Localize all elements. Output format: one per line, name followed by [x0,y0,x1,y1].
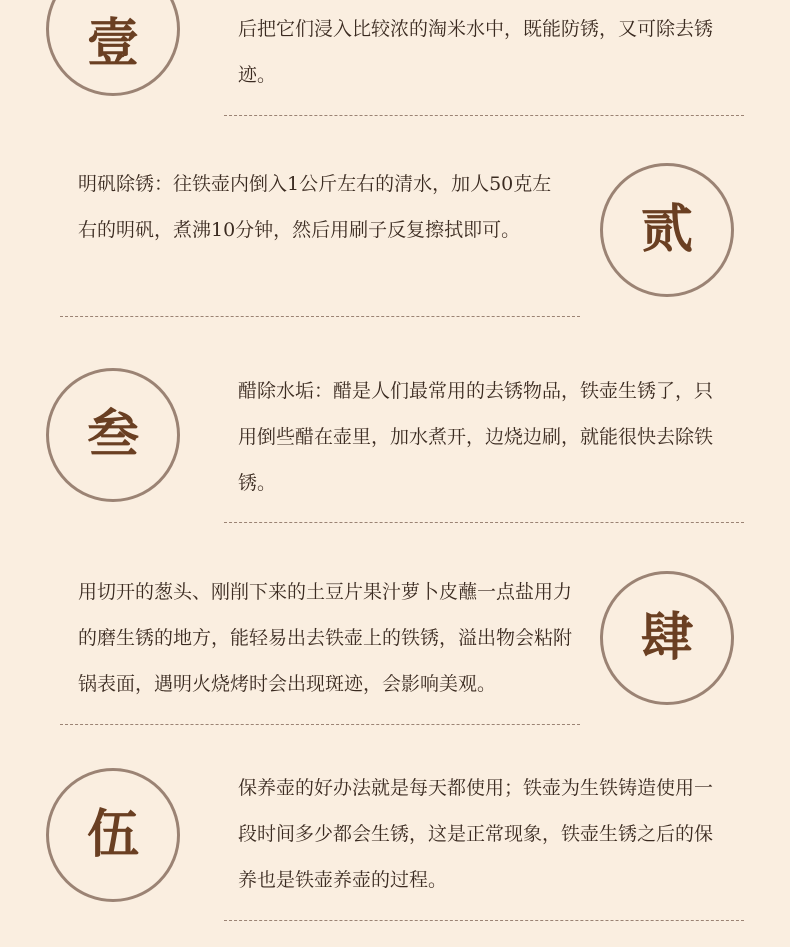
section-2-badge [600,163,734,297]
section-3-badge [46,368,180,502]
section-1-divider [224,115,744,116]
section-4-numeral: 肆 [640,607,693,668]
section-2-numeral: 贰 [640,199,693,260]
section-4-text: 用切开的葱头、刚削下来的土豆片果汁萝卜皮蘸一点盐用力的磨生锈的地方，能轻易出去铁壶上的铁锈，溢出物会粘附锅表面，遇明火烧烤时会出现斑迹，会影响美观。 [78,581,573,695]
section-2-text: 明矾除锈：往铁壶内倒入1公斤左右的清水，加人50克左右的明矾，煮沸10分钟，然后用刷子反复擦拭即可。 [78,173,552,241]
section-3-divider [224,522,744,523]
section-3-numeral: 叁 [86,404,139,465]
section-5-text: 保养壶的好办法就是每天都使用；铁壶为生铁铸造使用一段时间多少都会生锈，这是正常现象，铁壶生锈之后的保养也是铁壶养壶的过程。 [238,777,714,891]
section-4-divider [60,724,580,725]
section-5-numeral: 伍 [86,804,139,865]
section-1-badge [46,0,180,96]
section-2-divider [60,316,580,317]
section-3-text: 醋除水垢：醋是人们最常用的去锈物品，铁壶生锈了，只用倒些醋在壶里，加水煮开，边烧边刷，就能很快去除铁锈。 [238,380,714,494]
section-5-badge [46,768,180,902]
section-1-text: 后把它们浸入比较浓的淘米水中，既能防锈，又可除去锈迹。 [238,18,714,86]
section-4-badge [600,571,734,705]
section-1-numeral: 壹 [86,13,139,74]
section-5-divider [224,920,744,921]
